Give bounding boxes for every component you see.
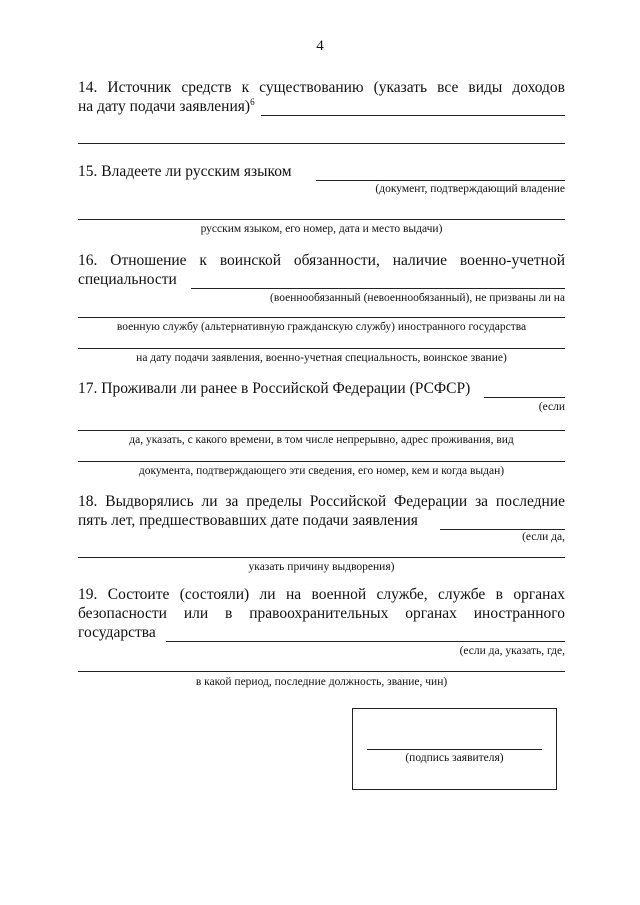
- q16-text-2: специальности: [78, 271, 177, 288]
- q16-answer-line-2[interactable]: [78, 317, 565, 318]
- q14-row: [78, 97, 565, 116]
- q19-answer-line-2[interactable]: [78, 671, 565, 672]
- q15-caption-1: (документ, подтверждающий владение: [375, 183, 565, 195]
- q17-caption-1: (если: [538, 401, 565, 413]
- q14-answer-line-2[interactable]: [78, 143, 565, 144]
- signature-line[interactable]: [367, 749, 542, 750]
- q16-row: [78, 270, 565, 289]
- q15-answer-field[interactable]: [316, 165, 565, 181]
- q17-row: [78, 379, 565, 398]
- q19-caption-1: (если да, указать, где,: [459, 645, 565, 657]
- q19-text: 19. Состоите (состояли) ли на военной службе, службе в органах: [78, 586, 565, 603]
- q18-caption-1: (если да,: [522, 531, 565, 543]
- signature-caption: (подпись заявителя): [405, 752, 504, 764]
- q17-caption-2: да, указать, с какого времени, в том числе непрерывно, адрес проживания, вид: [129, 434, 514, 446]
- q18-text-2: пять лет, предшествовавших дате подачи заявления: [78, 512, 418, 529]
- q16-caption-3: на дату подачи заявления, военно-учетная специальность, воинское звание): [136, 352, 507, 364]
- q15-text: 15. Владеете ли русским языком: [78, 163, 292, 180]
- q15-answer-line-2[interactable]: [78, 219, 565, 220]
- q18-caption-2: указать причину выдворения): [248, 561, 395, 573]
- q19-text-2: безопасности или в правоохранительных органах иностранного: [78, 605, 565, 622]
- q17-answer-line-3[interactable]: [78, 461, 565, 462]
- q14-text-2: на дату подачи заявления)$^6$: [78, 97, 255, 115]
- q14-footnote: 6: [250, 97, 255, 107]
- page-number: 4: [316, 38, 324, 54]
- q17-text: 17. Проживали ли ранее в Российской Федерации (РСФСР): [78, 380, 471, 397]
- q17-answer-field[interactable]: [484, 382, 565, 398]
- q16-text: 16. Отношение к воинской обязанности, наличие военно-учетной: [78, 252, 565, 269]
- q17-caption-3: документа, подтверждающего эти сведения, его номер, кем и когда выдан): [138, 465, 505, 477]
- q16-caption-1: (военнообязанный (невоеннообязанный), не призваны ли на: [270, 292, 565, 304]
- q18-answer-line-2[interactable]: [78, 557, 565, 558]
- q17-answer-line-2[interactable]: [78, 430, 565, 431]
- q19-answer-field[interactable]: [166, 626, 565, 642]
- q16-answer-line-3[interactable]: [78, 348, 565, 349]
- q19-caption-2: в какой период, последние должность, звание, чин): [195, 676, 448, 688]
- q16-answer-field[interactable]: [191, 273, 565, 289]
- q18-text: 18. Выдворялись ли за пределы Российской Федерации за последние: [78, 493, 565, 510]
- q14-answer-field[interactable]: [261, 100, 565, 116]
- q18-row: [78, 511, 565, 530]
- q15-caption-2: русским языком, его номер, дата и место выдачи): [200, 223, 443, 235]
- q18-answer-field[interactable]: [440, 514, 565, 530]
- q15-row: [78, 162, 565, 181]
- q16-caption-2: военную службу (альтернативную гражданскую службу) иностранного государства: [116, 321, 527, 333]
- signature-box: [352, 708, 557, 790]
- q19-row: [78, 623, 565, 642]
- q14-text: 14. Источник средств к существованию (указать все виды доходов: [78, 79, 565, 96]
- q19-text-3: государства: [78, 624, 156, 641]
